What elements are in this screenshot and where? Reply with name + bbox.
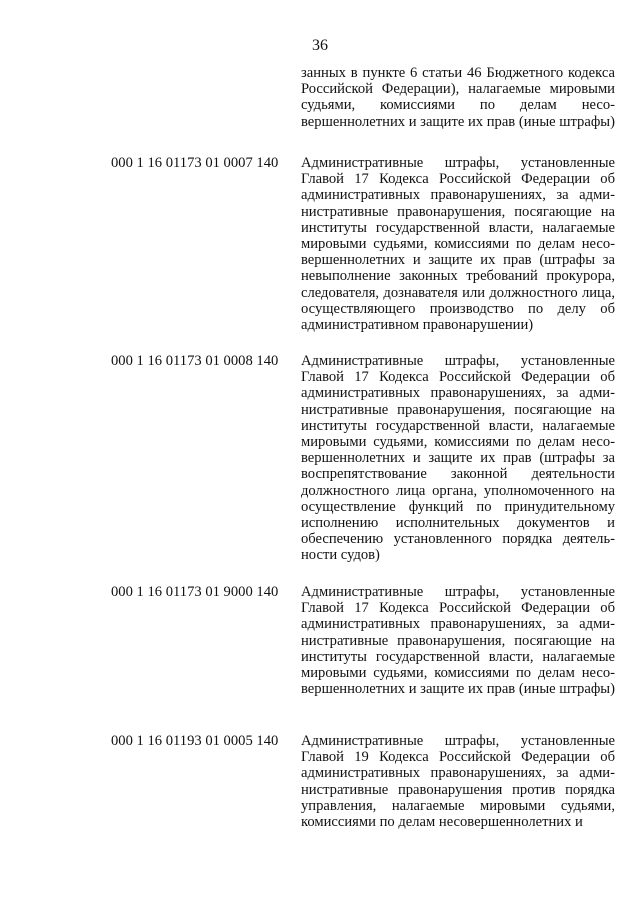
code-description: Административные штрафы, установленные Главой 17 Кодекса Российской Федерации об административных правонарушениях, за административные правонарушения, посягающие на институты государственной власти, налагаемые мировыми судьями, комиссиями по делам несовершеннолетних и защите их прав (иные штрафы) bbox=[301, 584, 615, 698]
budget-code: 000 1 16 01173 01 9000 140 bbox=[111, 584, 279, 600]
continuation-description: занных в пункте 6 статьи 46 Бюджетного кодекса Российской Федерации), налагаемые мировыми судьями, комиссиями по делам несовершеннолетних и защите их прав (иные штрафы) bbox=[301, 65, 615, 130]
code-description: Административные штрафы, установленные Главой 17 Кодекса Российской Федерации об административных правонарушениях, за административные правонарушения, посягающие на институты государственной власти, налагаемые мировыми судьями, комиссиями по делам несовершеннолетних и защите их прав (штрафы за невыполнение законных требований прокурора, следователя, дознавателя или должностного лица, осуществляющего производство по делу об административном правонарушении) bbox=[301, 155, 615, 334]
page-number: 36 bbox=[312, 37, 328, 54]
budget-code: 000 1 16 01193 01 0005 140 bbox=[111, 733, 279, 749]
code-description: Административные штрафы, установленные Главой 19 Кодекса Российской Федерации об административных правонарушениях, за административные правонарушения против порядка управления, налагаемые мировыми судьями, комиссиями по делам несовершеннолетних и bbox=[301, 733, 615, 831]
code-description: Административные штрафы, установленные Главой 17 Кодекса Российской Федерации об административных правонарушениях, за административные правонарушения, посягающие на институты государственной власти, налагаемые мировыми судьями, комиссиями по делам несовершеннолетних и защите их прав (штрафы за воспрепятствование законной деятельности должностного лица органа, уполномоченного на осуществление функций по принудительному исполнению исполнительных документов и обеспечению установленного порядка деятельности судов) bbox=[301, 353, 615, 564]
budget-code: 000 1 16 01173 01 0007 140 bbox=[111, 155, 279, 171]
budget-code: 000 1 16 01173 01 0008 140 bbox=[111, 353, 279, 369]
